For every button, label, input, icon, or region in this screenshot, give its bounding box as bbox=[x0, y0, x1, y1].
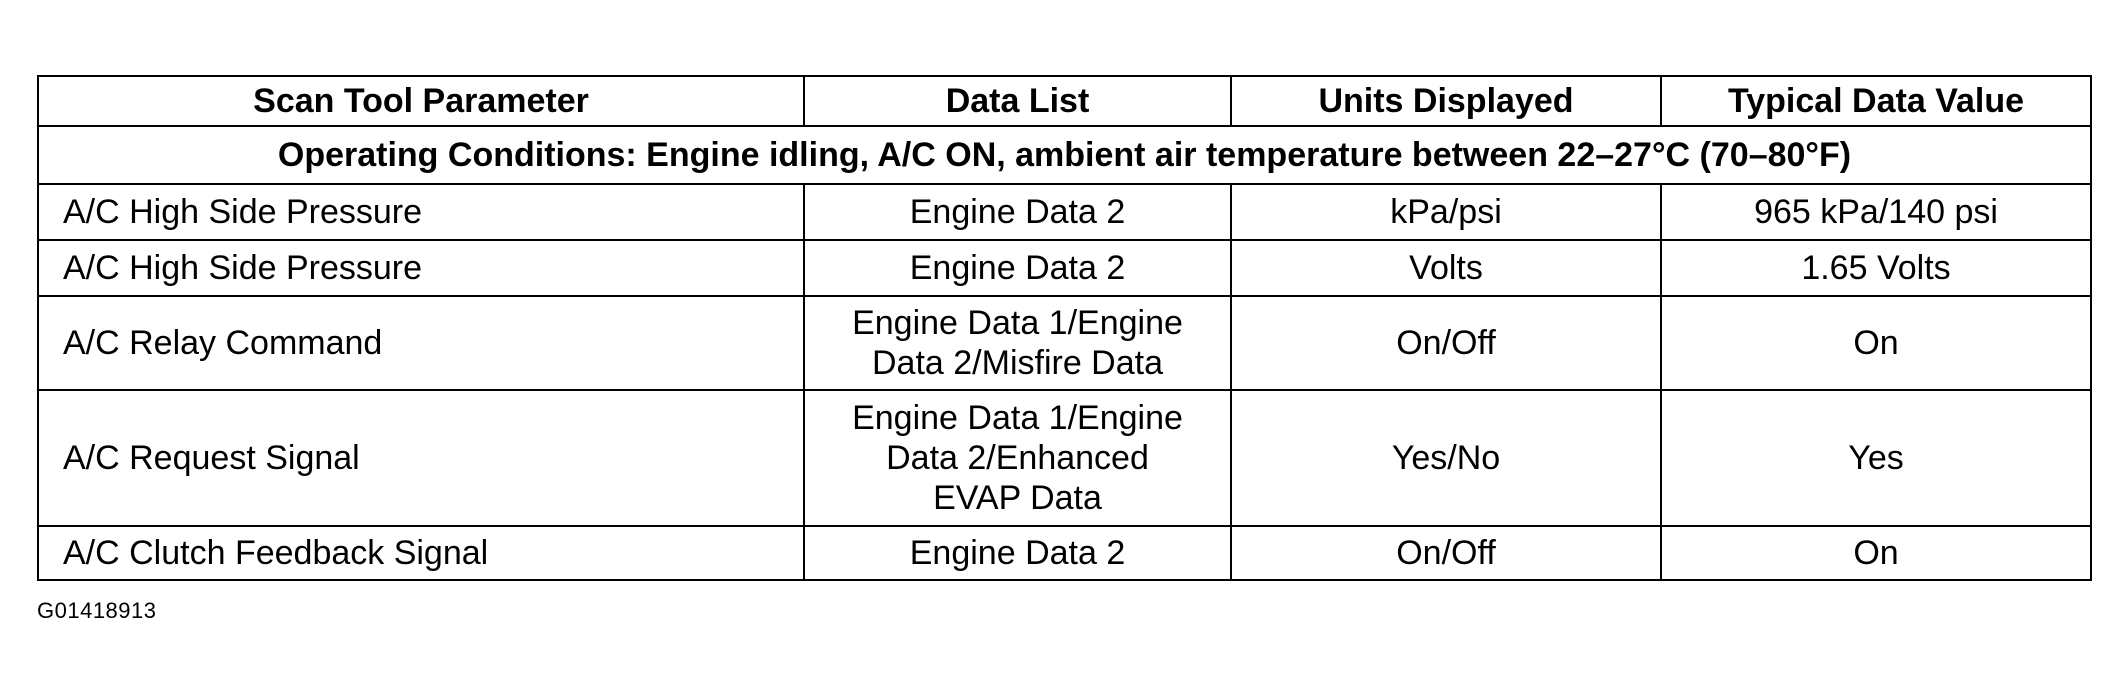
cell-typical-value: 965 kPa/140 psi bbox=[1661, 184, 2091, 240]
cell-data-list: Engine Data 1/Engine Data 2/Enhanced EVAP Data bbox=[804, 390, 1231, 526]
cell-data-list: Engine Data 2 bbox=[804, 240, 1231, 296]
cell-parameter: A/C Clutch Feedback Signal bbox=[38, 526, 804, 580]
cell-units: Yes/No bbox=[1231, 390, 1661, 526]
cell-parameter: A/C Relay Command bbox=[38, 296, 804, 390]
cell-typical-value: On bbox=[1661, 296, 2091, 390]
operating-conditions: Operating Conditions: Engine idling, A/C ON, ambient air temperature between 22–27°C (70–80°F) bbox=[38, 126, 2091, 184]
table-row bbox=[38, 184, 2091, 240]
cell-typical-value: On bbox=[1661, 526, 2091, 580]
cell-units: On/Off bbox=[1231, 526, 1661, 580]
cell-parameter: A/C High Side Pressure bbox=[38, 240, 804, 296]
table-row bbox=[38, 390, 2091, 526]
figure-id: G01418913 bbox=[37, 598, 157, 623]
cell-parameter: A/C High Side Pressure bbox=[38, 184, 804, 240]
header-units-displayed: Units Displayed bbox=[1231, 76, 1661, 126]
cell-data-list: Engine Data 2 bbox=[804, 526, 1231, 580]
header-typical-data-value: Typical Data Value bbox=[1661, 76, 2091, 126]
table-row bbox=[38, 526, 2091, 580]
cell-units: On/Off bbox=[1231, 296, 1661, 390]
operating-conditions-row bbox=[38, 126, 2091, 184]
scan-tool-data-table bbox=[37, 75, 2092, 581]
cell-parameter: A/C Request Signal bbox=[38, 390, 804, 526]
table-row bbox=[38, 240, 2091, 296]
cell-units: kPa/psi bbox=[1231, 184, 1661, 240]
table-header-row bbox=[38, 76, 2091, 126]
cell-data-list: Engine Data 2 bbox=[804, 184, 1231, 240]
cell-units: Volts bbox=[1231, 240, 1661, 296]
header-scan-tool-parameter: Scan Tool Parameter bbox=[38, 76, 804, 126]
table-row bbox=[38, 296, 2091, 390]
cell-typical-value: Yes bbox=[1661, 390, 2091, 526]
cell-data-list: Engine Data 1/Engine Data 2/Misfire Data bbox=[804, 296, 1231, 390]
cell-typical-value: 1.65 Volts bbox=[1661, 240, 2091, 296]
header-data-list: Data List bbox=[804, 76, 1231, 126]
